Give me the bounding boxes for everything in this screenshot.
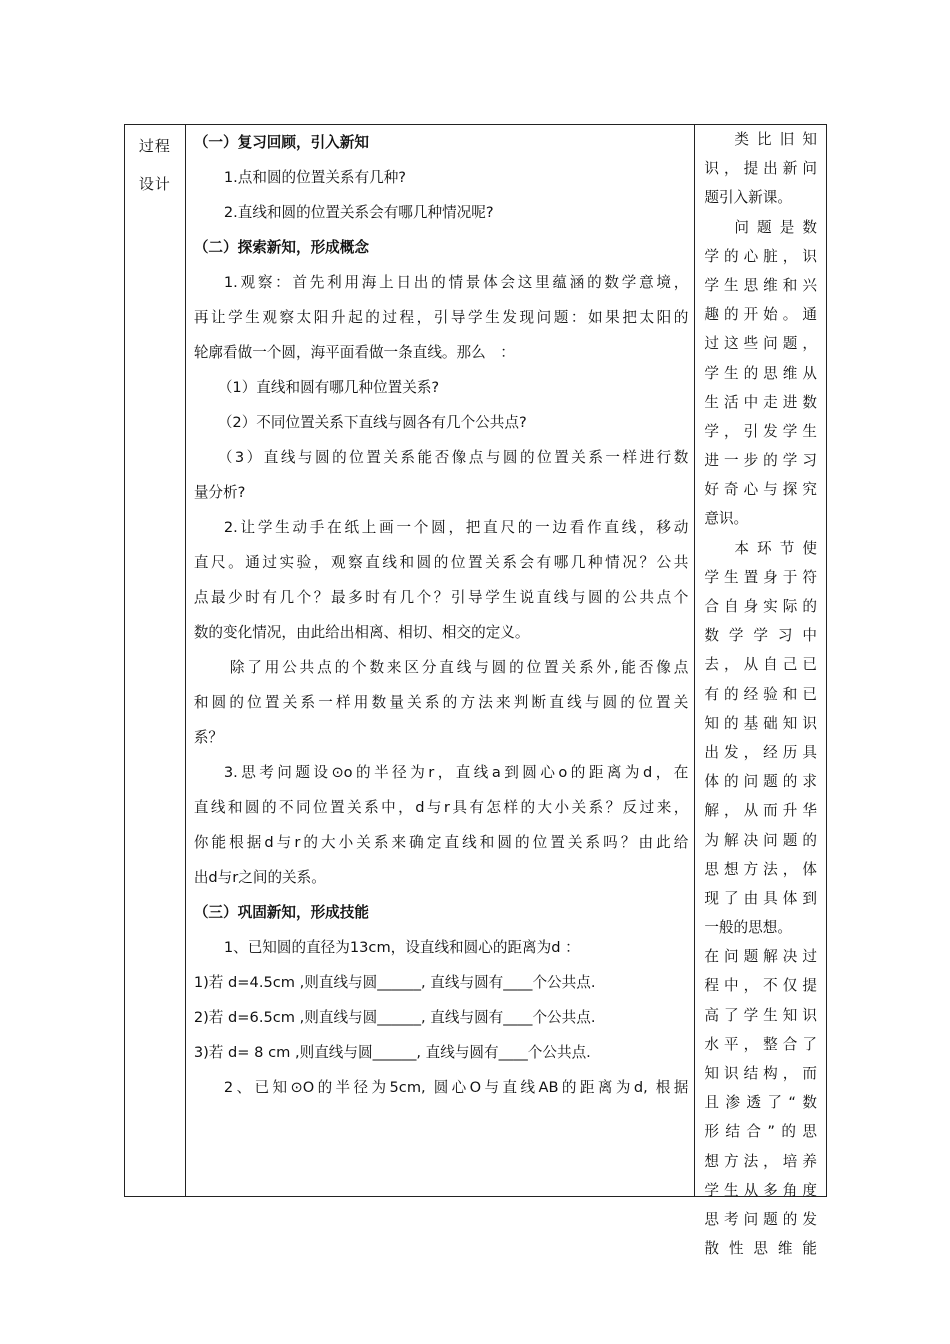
design-intent-column: [695, 125, 826, 1258]
teaching-process-column: [186, 125, 696, 1196]
content-line: 轮廓看做一个圆，海平面看做一条直线。那么 ：: [193, 344, 515, 361]
note-line: 类比旧知: [734, 131, 817, 148]
note-line: 识，提出新问: [704, 160, 817, 178]
note-line: 学，引发学生: [704, 422, 817, 440]
note-line: 体的问题的求: [704, 773, 817, 791]
note-line: 想方法，培养: [704, 1152, 817, 1170]
note-line: 在问题解决过: [704, 948, 817, 966]
note-line: 且渗透了“数: [704, 1094, 817, 1112]
note-line: 知的基础知识: [704, 714, 817, 732]
note-line: 散性思维能: [704, 1240, 817, 1258]
note-line: 题引入新课。: [704, 189, 792, 207]
note-line: 现了由具体到: [704, 889, 817, 907]
note-line: 形结合”的思: [704, 1123, 817, 1141]
content-line: 数的变化情况，由此给出相离、相切、相交的定义。: [193, 624, 530, 641]
content-line: 出d与r之间的关系。: [193, 869, 326, 886]
note-line: 好奇心与探究: [704, 481, 817, 499]
content-line: 1.观察：首先利用海上日出的情景体会这里蕴涵的数学意境，: [223, 274, 689, 291]
section-label-line-2: 设计: [138, 175, 171, 193]
note-line: 学生置身于符: [704, 568, 817, 586]
note-line: 意识。: [704, 510, 749, 528]
note-line: 高了学生知识: [704, 1006, 817, 1024]
content-line: （3）直线与圆的位置关系能否像点与圆的位置关系一样进行数: [217, 449, 689, 466]
note-line: 程中，不仅提: [704, 977, 817, 995]
content-line: （二）探索新知，形成概念: [193, 239, 369, 256]
note-line: 水平，整合了: [704, 1035, 817, 1053]
content-line: （2）不同位置关系下直线与圆各有几个公共点?: [217, 414, 527, 431]
note-line: 为解决问题的: [704, 831, 817, 849]
content-line: （1）直线和圆有哪几种位置关系?: [217, 379, 440, 396]
note-line: 合自身实际的: [704, 598, 817, 615]
note-line: 过这些问题，: [704, 335, 817, 353]
content-line: 直尺。通过实验，观察直线和圆的位置关系会有哪几种情况？公共: [193, 554, 689, 571]
note-line: 学生的思维从: [704, 364, 817, 382]
lesson-plan-table: [124, 124, 827, 1258]
content-line: 2.让学生动手在纸上画一个圆，把直尺的一边看作直线，移动: [223, 519, 689, 536]
note-line: 知识结构，而: [704, 1065, 817, 1082]
note-line: 问题是数: [734, 218, 817, 236]
note-line: 去，从自己已: [704, 656, 817, 674]
note-line: 学生从多角度: [704, 1181, 817, 1199]
content-line: （三）巩固新知，形成技能: [193, 904, 369, 921]
note-line: 进一步的学习: [704, 452, 817, 470]
section-label-line-1: 过程: [138, 137, 171, 155]
note-line: 有的经验和已: [704, 685, 817, 703]
content-line: 量分析?: [193, 484, 246, 501]
content-line: 2、已知⊙O的半径为5cm, 圆心O与直线AB的距离为d, 根据: [223, 1079, 689, 1096]
content-line: 你能根据d与r的大小关系来确定直线和圆的位置关系吗？由此给: [193, 834, 689, 851]
content-line: （一）复习回顾，引入新知: [193, 134, 369, 151]
content-line: 3)若 d= 8 cm ,则直线与圆______, 直线与圆有____个公共点.: [193, 1044, 591, 1061]
content-line: 点最少时有几个？最多时有几个？引导学生说直线与圆的公共点个: [193, 589, 689, 606]
content-line: 直线和圆的不同位置关系中，d与r具有怎样的大小关系？反过来，: [193, 799, 689, 816]
note-line: 解，从而升华: [704, 802, 817, 820]
section-label-column: [125, 125, 186, 1196]
content-line: 1)若 d=4.5cm ,则直线与圆______, 直线与圆有____个公共点.: [193, 974, 596, 991]
content-line: 1.点和圆的位置关系有几种?: [223, 169, 407, 186]
content-line: 1、已知圆的直径为13cm，设直线和圆心的距离为d ：: [223, 939, 580, 956]
note-line: 一般的思想。: [704, 919, 792, 937]
note-line: 本环节使: [734, 539, 817, 557]
note-line: 思想方法，体: [704, 860, 817, 878]
note-line: 学的心脏，识: [704, 247, 817, 265]
content-line: 2.直线和圆的位置关系会有哪几种情况呢?: [223, 204, 494, 221]
content-line: 和圆的位置关系一样用数量关系的方法来判断直线与圆的位置关: [193, 694, 689, 711]
content-line: 3.思考问题设⊙o的半径为r，直线a到圆心o的距离为d，在: [223, 764, 689, 781]
content-line: 除了用公共点的个数来区分直线与圆的位置关系外,能否像点: [229, 659, 689, 676]
note-line: 出发，经历具: [704, 743, 817, 761]
content-line: 再让学生观察太阳升起的过程，引导学生发现问题：如果把太阳的: [193, 309, 689, 326]
note-line: 数学学习中: [704, 627, 817, 645]
note-line: 趣的开始。通: [704, 306, 817, 324]
content-line: 2)若 d=6.5cm ,则直线与圆______, 直线与圆有____个公共点.: [193, 1009, 596, 1026]
content-line: 系？: [193, 729, 224, 746]
note-line: 思考问题的发: [704, 1210, 817, 1228]
note-line: 生活中走进数: [704, 393, 817, 411]
note-line: 学生思维和兴: [704, 276, 817, 294]
